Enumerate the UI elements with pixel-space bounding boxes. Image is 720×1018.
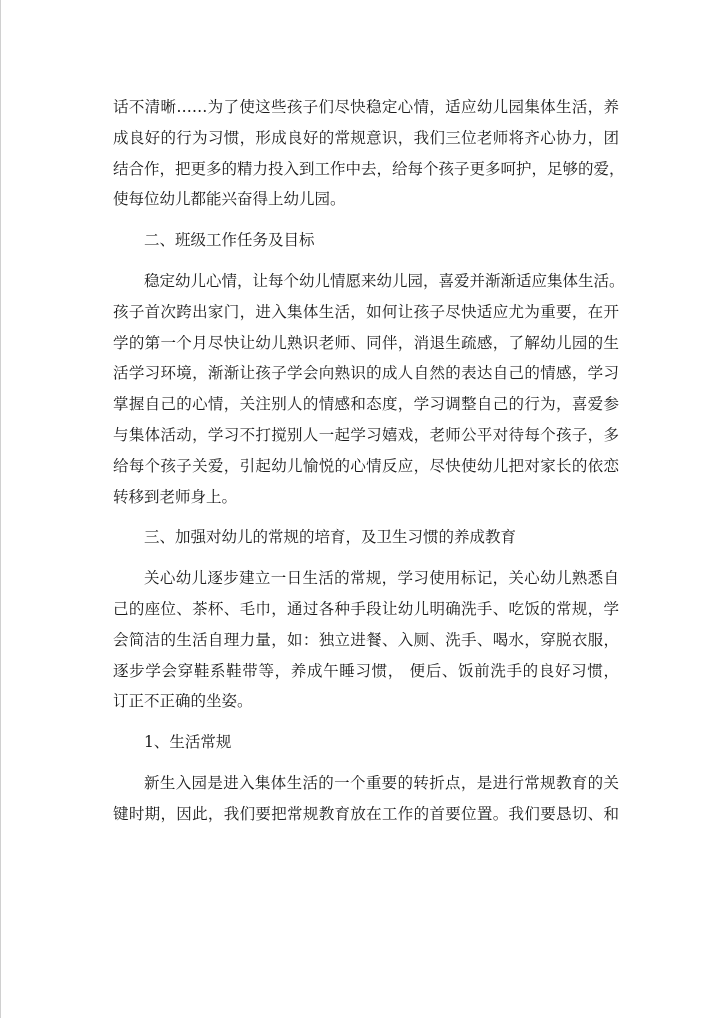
paragraph-intro-continuation (113, 92, 625, 215)
heading-text: 1、生活常规 (144, 733, 232, 752)
document-body (113, 92, 625, 830)
text-line: 给每个孩子关爱，引起幼儿愉悦的心情反应，尽快使幼儿把对家长的依恋 (113, 456, 619, 475)
section-heading-routines (113, 522, 619, 553)
text-line: 成良好的行为习惯，形成良好的常规意识，我们三位老师将齐心协力，团 (113, 128, 619, 147)
text-line: 使每位幼儿都能兴奋得上幼儿园。 (113, 190, 346, 209)
text-line: 新生入园是进入集体生活的一个重要的转折点，是进行常规教育的关 (144, 773, 619, 792)
heading-text: 三、加强对幼儿的常规的培育，及卫生习惯的养成教育 (144, 528, 517, 547)
text-line: 话不清晰……为了使这些孩子们尽快稳定心情，适应幼儿园集体生活，养 (113, 98, 619, 116)
paragraph-routines (113, 563, 619, 717)
text-line: 逐步学会穿鞋系鞋带等，养成午睡习惯， 便后、饭前洗手的良好习惯， (113, 661, 619, 680)
text-line: 稳定幼儿心情，让每个幼儿情愿来幼儿园，喜爱并渐渐适应集体生活。 (144, 271, 625, 290)
text-line: 掌握自己的心情，关注别人的情感和态度，学习调整自己的行为，喜爱参 (113, 395, 619, 414)
text-line: 转移到老师身上。 (113, 487, 238, 506)
paragraph-goals (113, 266, 625, 512)
text-line: 结合作，把更多的精力投入到工作中去，给每个孩子更多呵护，足够的爱， (113, 159, 625, 178)
subsection-heading-life-routine (113, 727, 619, 758)
heading-text: 二、班级工作任务及目标 (144, 231, 315, 250)
text-line: 关心幼儿逐步建立一日生活的常规，学习使用标记，关心幼儿熟悉自 (144, 569, 619, 588)
section-heading-goals (113, 225, 619, 256)
text-line: 与集体活动，学习不打搅别人一起学习嬉戏，老师公平对待每个孩子，多 (113, 425, 619, 444)
text-line: 键时期，因此，我们要把常规教育放在工作的首要位置。我们要恳切、和 (113, 804, 619, 823)
text-line: 活学习环境，渐渐让孩子学会向熟识的成人自然的表达自己的情感，学习 (113, 364, 619, 383)
text-line: 学的第一个月尽快让幼儿熟识老师、同伴，消退生疏感，了解幼儿园的生 (113, 333, 619, 352)
text-line: 会简洁的生活自理力量，如：独立进餐、入厕、洗手、喝水，穿脱衣服， (113, 630, 619, 649)
text-line: 己的座位、茶杯、毛巾，通过各种手段让幼儿明确洗手、吃饭的常规，学 (113, 599, 619, 618)
text-line: 订正不正确的坐姿。 (113, 692, 253, 711)
paragraph-life-routine (113, 768, 619, 830)
text-line: 孩子首次跨出家门，进入集体生活，如何让孩子尽快适应尤为重要，在开 (113, 302, 619, 321)
